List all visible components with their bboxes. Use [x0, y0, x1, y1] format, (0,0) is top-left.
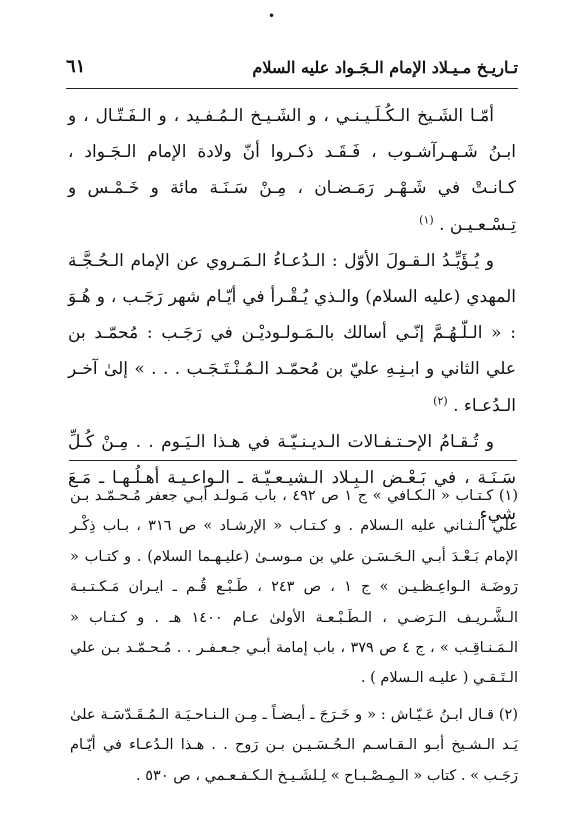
main-text — [68, 98, 516, 532]
paragraph — [68, 98, 516, 243]
footnote-rule — [69, 460, 517, 461]
page-number: ٦١ — [66, 56, 86, 77]
footnote-marker: (١) — [419, 212, 434, 226]
paragraph-text: و تُـقـامُ الإحـتـفـالات الـديـنـيّـة في هـذا الـيَـوم . . مِـنْ كُـلِّ سَـنَـة ، في بَـعْـض الـبِـلاد الـشيـعـيّـة ـ الـواعـيـة أهـلُـهـا ـ مَـعَ شيء — [68, 431, 516, 525]
footnotes — [70, 481, 518, 791]
top-dot: • — [268, 9, 276, 23]
paragraph-text: أمّـا الشَـيخ الـكُـلَـيـنـي ، و الشَـيـخ الـمُـفـيد ، و الـفَـتّـال ، و ابـنُ شَـهـرآشـوب ، فَـقَـد ذكـروا أنّ ولادة الإمام الـجَـواد ، كـانـتْ في شَـهْـر رَمَـضـان ، مِـنْ سَـنَـة مائة و خَـمْـس و تِـسْـعـيـن . — [68, 106, 516, 235]
running-title: تـاريـخ مـيـلاد الإمام الـجَـواد عليه السلام — [252, 58, 518, 77]
footnote-marker: (٢) — [433, 393, 448, 407]
paragraph-text: و يُـؤَيِّـدُ الـقـولَ الأوّل : الـدُعـاءُ الـمَـروي عن الإمام الـحُـجَّـة المهدي (عليه السلام) والـذي يُـقْـرأ في أيّـام شهر رَجَـب ، و هُـوَ : « الـلّـهُـمَّ إنّـي أسالك بالـمَـولـوديْـن في رَجَـب : مُحمّـد بن علي الثاني و ابـنِـهِ عليّ بن مُحمّـد الـمُـنْـتَـجَـب . . . » إلىٰ آخـر الـدُعـاء . — [68, 250, 516, 416]
footnote-2: (٢) قـال ابـنُ عَـيّـاش : « و خَـرَجَ ـ أيـضـاً ـ مِـن الـنـاحـيَـة الـمُـقَـدّسَـة علىٰ يَـد الـشـيخ أبـو الـقـاسـم الـحُـسَـيـن بـن رَوح . . هـذا الـدُعـاء في أيّـام رَجَـب » . كتاب « الـمِـصْـبـاح » لِـلشَـيـخ الـكـفـعـمي ، ص ٥٣٠ . — [70, 706, 518, 784]
page-header — [66, 52, 518, 86]
header-rule — [66, 88, 518, 89]
footnote-1: (١) كـتـاب « الـكـافي » ج ١ ص ٤٩٢ ، باب مَـولـد أبـي جعفر مُـحـمّـد بـن علي الـثـاني عليه الـسلام . و كـتـاب « الإرشـاد » ص ٣١٦ ، بـاب ذِكْـر الإمام بَـعْـدَ أبـي الـحَـسَـن علي بن مـوسـىٰ (عليـهـما السلام) . و كتـاب « رَوضَـة الـواعِـظـيـن » ج ١ ، ص ٢٤٣ ، طَـبْـع قُـم ـ ايـران مَـكـتـبـة الـشَّـريـف الـرَضـي ، الـطَـبْـعـة الأولىٰ عـام ١٤٠٠ هـ . و كـتـاب « الـمَـنـاقِـب » ، ج ٤ ص ٣٧٩ ، باب إمامة أبـي جـعـفـر . . مُـحـمّـد بـن علي الـتَـقـي ( عليـه الـسلام ) . — [70, 488, 519, 687]
paragraph — [68, 243, 516, 424]
